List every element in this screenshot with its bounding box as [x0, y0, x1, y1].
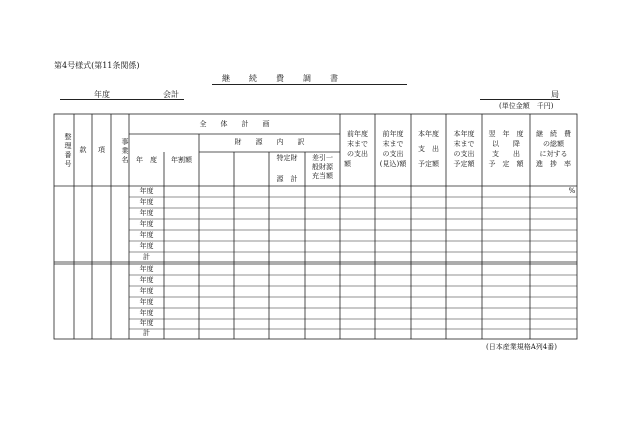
- row-label: 年度: [139, 198, 154, 206]
- row-label: 年度: [139, 298, 154, 306]
- form-number: 第4号様式(第11条関係): [54, 61, 140, 70]
- fiscal-year-label: 年度: [94, 90, 110, 99]
- header-kou: 項: [98, 146, 105, 154]
- header-zen-mikomi-2: 末まで: [382, 140, 404, 148]
- row-label-total: 計: [143, 253, 150, 261]
- bureau-label: 局: [551, 90, 559, 99]
- document-title: 継 続 費 調 書: [222, 74, 339, 83]
- row-label: 年度: [139, 231, 154, 239]
- header-zentai-keikaku: 全 体 計 画: [199, 120, 270, 128]
- row-label: 年度: [139, 242, 154, 250]
- account-label: 会計: [163, 90, 179, 99]
- header-hon-matsu-4: 予定額: [453, 160, 475, 168]
- header-yoku-4: 予 定 額: [488, 160, 524, 168]
- header-sashihiki-1: 差引一: [312, 154, 333, 162]
- row-label: 年度: [139, 187, 154, 195]
- header-tokutei-zaigen-1: 特定財: [276, 154, 298, 162]
- row-label: 年度: [139, 209, 154, 217]
- header-zen-zen-4: 額: [344, 160, 351, 168]
- header-yoku-1: 翌 年 度: [488, 130, 524, 138]
- header-zaigen-uchiwake: 財 源 内 訳: [234, 138, 305, 146]
- row-label: 年度: [139, 287, 154, 295]
- header-yoku-3: 支 出: [492, 150, 520, 158]
- header-seiri-bango: 整理番号: [64, 133, 72, 169]
- header-zen-zen-3: の支出: [347, 150, 368, 158]
- header-zen-mikomi-3: の支出: [382, 150, 404, 158]
- header-hon-matsu-3: の支出: [453, 150, 475, 158]
- header-hon-matsu-1: 本年度: [453, 130, 475, 138]
- row-label: 年度: [139, 309, 154, 317]
- header-zen-zen-1: 前年度: [347, 130, 368, 138]
- header-hon-matsu-2: 末まで: [453, 140, 475, 148]
- header-hon-2: 支 出: [418, 145, 439, 153]
- row-label: 年度: [139, 276, 154, 284]
- row-label: 年度: [139, 319, 154, 327]
- header-yoku-2: 以 降: [492, 140, 520, 148]
- header-kan: 款: [79, 146, 87, 154]
- header-hon-1: 本年度: [418, 130, 439, 138]
- header-zen-mikomi-4: (見込)額: [379, 160, 407, 168]
- header-sashihiki-2: 般財源: [312, 163, 333, 171]
- row-label: 年度: [139, 220, 154, 228]
- row-label: 年度: [139, 265, 154, 273]
- footer-note: (日本産業規格A列4番): [486, 343, 557, 351]
- header-keizoku-2: の総額: [543, 140, 564, 148]
- header-sashihiki-3: 充当額: [312, 172, 333, 180]
- header-tokutei-zaigen-2: 源 計: [276, 175, 298, 183]
- header-keizoku-4: 進 捗 率: [536, 160, 571, 168]
- header-keizoku-1: 継 続 費: [536, 130, 571, 138]
- header-jigyoumei: 事業名: [121, 137, 129, 165]
- percent-mark: %: [568, 187, 576, 195]
- header-nenwariga: 年割額: [171, 156, 192, 164]
- unit-note: (単位金額 千円): [499, 102, 554, 110]
- header-zen-zen-2: 末まで: [347, 140, 368, 148]
- header-nendo: 年 度: [136, 156, 157, 164]
- header-hon-3: 予定額: [418, 160, 439, 168]
- header-zen-mikomi-1: 前年度: [382, 130, 404, 138]
- row-label-total: 計: [143, 329, 150, 337]
- header-keizoku-3: に対する: [539, 150, 568, 158]
